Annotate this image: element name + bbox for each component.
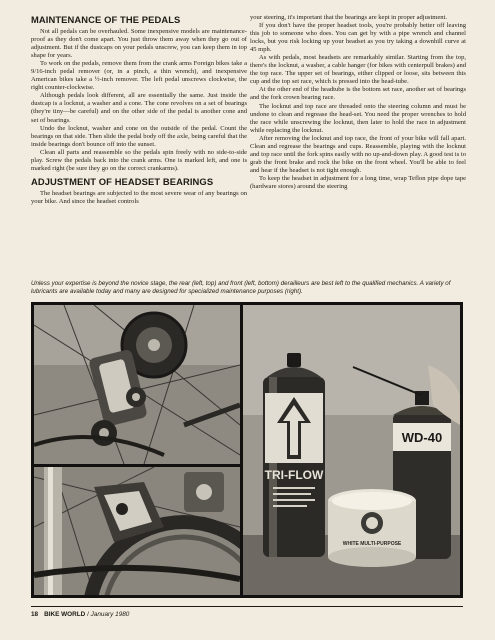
headset-paragraph: The headset bearings are subjected to the most severe wear of any bearings on your bike. And since the headset controls xyxy=(31,189,247,205)
page-footer: 18 BIKE WORLD / January 1980 xyxy=(31,611,130,618)
rear-derailleur-illustration xyxy=(34,305,240,464)
photo-lubricants xyxy=(243,305,460,595)
headset-paragraph: At the other end of the headtube is the bottom set race, another set of bearings and the fork crown bearing race. xyxy=(250,86,466,102)
pedals-paragraph: Clean all parts and reassemble so the pedals spin freely with no side-to-side play. Screw the pedals back into the crank arms. One is marked left, and one is marked right (be sure they go on the correct crankarms). xyxy=(31,148,247,172)
pedals-paragraph: Undo the locknut, washer and cone on the outside of the pedal. Count the bearings on that side. Then slide the pedal body off the axle, being careful that the inside bearings don't bounce off into the sunset. xyxy=(31,124,247,148)
headset-paragraph: After removing the locknut and top race, the front of your bike will fall apart. Clean and regrease the bearings and cups. Reassemble, playing with the locknut and top race until the fork spins easily with no up-and-down play. A good test is to grab the front brake and rock the bike on the front wheel. You'll be able to feel and hear if the headset is not tight enough. xyxy=(250,134,466,174)
page-number: 18 xyxy=(31,611,39,618)
pedals-paragraph: Not all pedals can be overhauled. Some inexpensive models are maintenance-proof as they don't come apart. You just throw them away when they go out of adjustment. But if the dustcaps on your pedals unscrew, you can keep them in top shape for years. xyxy=(31,28,247,60)
headset-paragraph-continued: your steering, it's important that the bearings are kept in proper adjustment. xyxy=(250,14,447,21)
heading-headset: ADJUSTMENT OF HEADSET BEARINGS xyxy=(31,175,214,187)
tub-label: WHITE MULTI-PURPOSE xyxy=(342,541,402,547)
headset-paragraph: The locknut and top race are threaded onto the steering column and must be undone to clean and regrease the head-set. You need the proper wrenches to hold the race while unscrewing the locknut, then later to hold the race in adjustment while replacing the locknut. xyxy=(250,102,466,134)
photo-grid xyxy=(31,302,463,598)
photo-front-derailleur xyxy=(34,467,240,595)
footer-rule xyxy=(31,606,463,607)
front-derailleur-illustration xyxy=(34,467,240,595)
can-left-label: TRI-FLOW xyxy=(264,468,324,482)
magazine-name: BIKE WORLD xyxy=(44,611,86,618)
headset-paragraph: As with pedals, most headsets are remarkably similar. Starting from the top, there's the locknut, a washer, a cable hanger (for bikes with centerpull brakes) and the top race. The upper set of bearings, either clipped or loose, sits between this cup and the top set race, which is pressed into the head-tube. xyxy=(250,54,466,86)
lubricants-illustration xyxy=(243,305,460,595)
headset-paragraph: To keep the headset in adjustment for a long time, wrap Teflon pipe dope tape (hardware stores) around the steering xyxy=(250,174,466,190)
issue-date: January 1980 xyxy=(90,611,130,618)
right-column xyxy=(250,14,466,191)
pedals-paragraph: Although pedals look different, all are essentially the same. Just inside the dustcap is a locknut, a washer and a cone. The cone revolves on a set of bearings (they're tiny—be careful) and on the other side of the pedal is another cone and set of bearings. xyxy=(31,92,247,124)
headset-paragraph: If you don't have the proper headset tools, you're probably better off leaving this job to someone who does. You can get by with a pipe wrench and channel locks, but you risk locking up your headset as you try taking a downhill curve at 45 mph. xyxy=(250,22,466,54)
photo-caption: Unless your expertise is beyond the novice stage, the rear (left, top) and front (left, bottom) derailleurs are best left to the qualified mechanics. A variety of lubricants are available today and many are designed for specialized maintenance purposes (right). xyxy=(31,280,451,295)
left-column xyxy=(31,14,247,206)
heading-pedals: MAINTENANCE OF THE PEDALS xyxy=(31,14,181,25)
can-right-label: WD-40 xyxy=(401,430,443,445)
pedals-paragraph: To work on the pedals, remove them from the crank arms Foreign bikes take a 9/16-inch pedal remover (or, in a pinch, a thin wrench), and inexpensive American bikes take a ½-inch remover. The left pedal unscrews clockwise, the right counter-clockwise. xyxy=(31,60,247,92)
photo-rear-derailleur xyxy=(34,305,240,464)
